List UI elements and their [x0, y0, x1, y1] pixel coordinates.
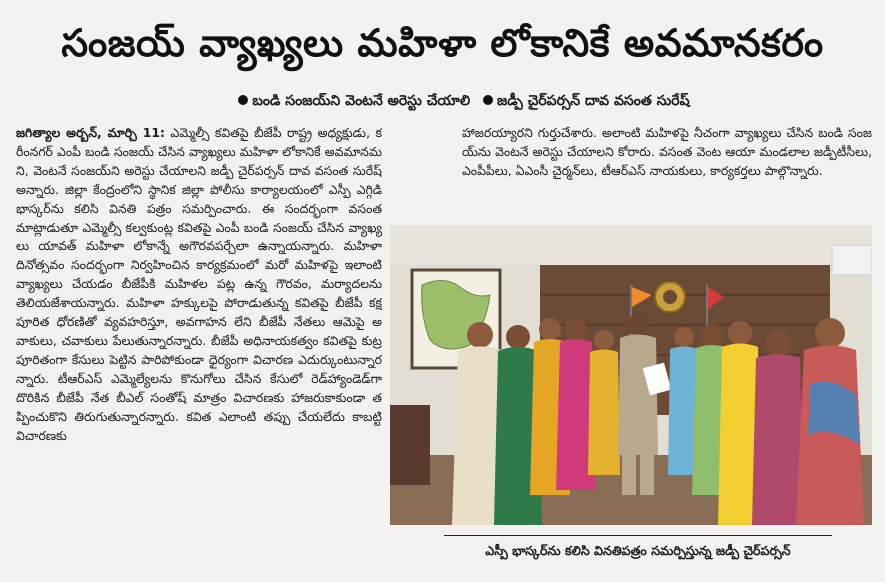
- bullet-icon: [238, 95, 248, 105]
- subhead-point-1: బండి సంజయ్‌ని వెంటనే అరెస్టు చేయాలి: [252, 93, 471, 109]
- photo-caption: ఎస్పీ భాస్కర్‌ను కలిసి వినతిపత్రం సమర్పిస్తున్న జడ్పీ చైర్‌పర్సన్: [444, 535, 832, 562]
- article-left-column: [16, 124, 382, 564]
- article-body-right: హాజరయ్యారని గుర్తుచేశారు. అలాంటి మహిళపై నీచంగా వ్యాఖ్యలు చేసిన బండి సంజయ్‌ను వెంటనే అరెస్టు చేయాలని కోరారు. వసంత వెంట ఆయా మండలాల జడ్పీటీసీలు, ఎంపీపీలు, ఏఎంసీ చైర్మన్‌లు, టీఆర్ఎస్ నాయకులు, కార్యకర్తలు పాల్గొన్నారు.: [462, 125, 872, 178]
- news-photo-illustration: [390, 225, 872, 525]
- news-photo: [390, 225, 872, 525]
- bullet-icon: [483, 95, 493, 105]
- article-dateline: జగిత్యాల అర్బన్, మార్చి 11:: [16, 125, 165, 140]
- article-body-left: ఎమ్మెల్సీ కవితపై బీజేపీ రాష్ట్ర అధ్యక్షుడు, కరీంనగర్ ఎంపీ బండి సంజయ్ చేసిన వ్యాఖ్యలు మహిళా లోకానికే అవమానమని, వెంటనే సంజయ్‌ని అరెస్టు చేయాలని జడ్పీ చైర్‌పర్సన్ దావ వసంత సురేష్ అన్నారు. జిల్లా కేంద్రంలోని స్థానిక జిల్లా పోలీసు కార్యాలయంలో ఎస్పీ ఎగ్గిడి భాస్కర్‌ను కలిసి వినతి పత్రం సమర్పించారు. ఈ సందర్భంగా వసంత మాట్లాడుతూ ఎమ్మెల్సీ కల్వకుంట్ల కవితపై ఎంపీ బండి సంజయ్ చేసిన వ్యాఖ్యలు యావత్ మహిళా లోకాన్నే అగౌరవపర్చేలా ఉన్నాయన్నారు. మహిళా దినోత్సవం సందర్భంగా నిర్వహించిన కార్యక్రమంలో మరో మహిళపై ఇలాంటి వ్యాఖ్యలు చేయడం బీజేపీకి మహిళల పట్ల ఉన్న గౌరవం, మర్యాదలను తెలియజేశాయన్నారు. మహిళా హక్కులపై పోరాడుతున్న కవితపై బీజేపీ కక్ష పూరిత ధోరణితో వ్యవహరిస్తూ, అవగాహన లేని బీజేపీ నేతలు ఆమెపై అవాకులు, చవాకులు పేలుతున్నారన్నారు. బీజేపీ అధినాయకత్వం కవితపై కుట్ర పూరితంగా కేసులు పెట్టిన పారిపోకుండా ధైర్యంగా విచారణ ఎదుర్కుంటున్నారన్నారు. టీఆర్ఎస్ ఎమ్మెల్యేలను కొనుగోలు చేసిన కేసులో రెడ్‌హ్యాండెడ్‌గా దొరికిన బీజేపీ నేత బీఎల్ సంతోష్ మాత్రం విచారణకు హాజరుకాకుండా తప్పించుకొని తిరుగుతున్నారన్నారు. కవిత ఎలాంటి తప్పు చేయలేదు కాబట్టి విచారణకు: [16, 125, 382, 443]
- subhead-point-2: జడ్పీ చైర్‌పర్సన్ దావ వసంత సురేష్: [497, 93, 690, 109]
- article-right-column: [462, 124, 872, 220]
- headline: సంజయ్ వ్యాఖ్యలు మహిళా లోకానికే అవమానకరం: [61, 21, 824, 65]
- subhead: [150, 88, 770, 114]
